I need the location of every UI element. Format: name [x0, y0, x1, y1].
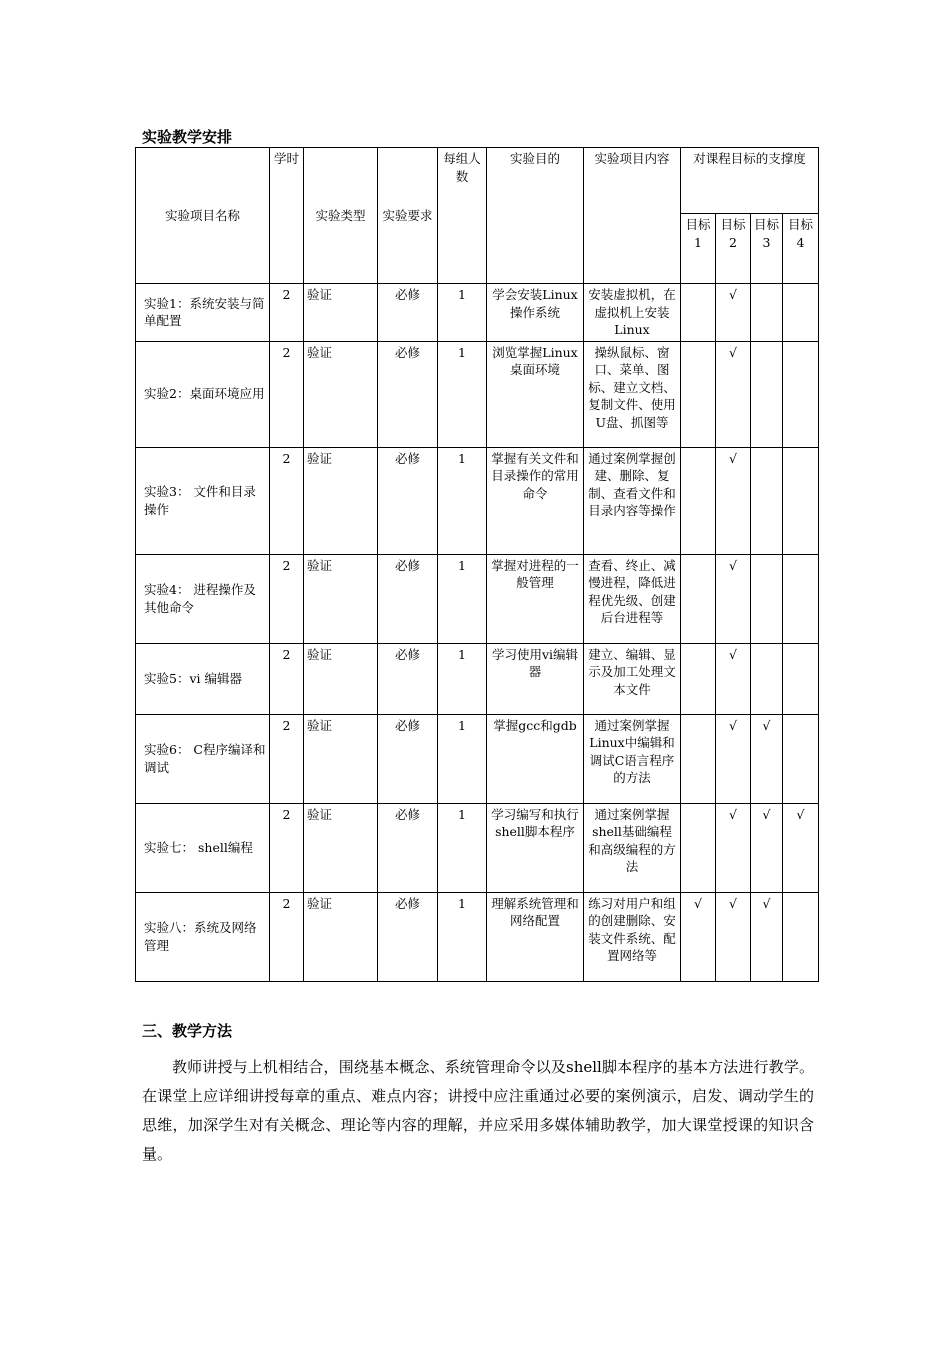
cell-group: 1 — [438, 341, 487, 447]
cell-requirement: 必修 — [378, 284, 438, 342]
cell-goal-3 — [751, 284, 783, 342]
cell-hours: 2 — [270, 447, 304, 554]
cell-content: 查看、终止、减慢进程，降低进程优先级、创建后台进程等 — [584, 554, 681, 643]
cell-goal-4 — [783, 554, 819, 643]
cell-goal-3: √ — [751, 892, 783, 981]
header-group-size: 每组人数 — [438, 148, 487, 284]
cell-type: 验证 — [304, 714, 378, 803]
cell-group: 1 — [438, 447, 487, 554]
cell-type: 验证 — [304, 341, 378, 447]
section-heading-teaching-methods: 三、教学方法 — [142, 1022, 233, 1040]
cell-purpose: 学习使用vi编辑器 — [487, 643, 584, 714]
cell-purpose: 掌握对进程的一般管理 — [487, 554, 584, 643]
cell-goal-2: √ — [716, 803, 751, 892]
cell-goal-2: √ — [716, 714, 751, 803]
cell-goal-2: √ — [716, 554, 751, 643]
cell-name: 实验七： shell编程 — [136, 803, 270, 892]
header-name: 实验项目名称 — [136, 148, 270, 284]
cell-goal-4 — [783, 643, 819, 714]
cell-goal-4: √ — [783, 803, 819, 892]
cell-hours: 2 — [270, 803, 304, 892]
cell-goal-4 — [783, 714, 819, 803]
cell-goal-2: √ — [716, 447, 751, 554]
cell-goal-1 — [681, 643, 716, 714]
section-title: 实验教学安排 — [142, 128, 233, 146]
cell-content: 操纵鼠标、窗口、菜单、图标、建立文档、复制文件、使用U盘、抓图等 — [584, 341, 681, 447]
cell-requirement: 必修 — [378, 803, 438, 892]
cell-type: 验证 — [304, 284, 378, 342]
cell-hours: 2 — [270, 643, 304, 714]
header-support: 对课程目标的支撑度 — [681, 148, 819, 214]
header-goal-3: 目标3 — [751, 214, 783, 284]
cell-group: 1 — [438, 554, 487, 643]
cell-name: 实验1：系统安装与简单配置 — [136, 284, 270, 342]
cell-goal-2: √ — [716, 284, 751, 342]
cell-goal-3: √ — [751, 803, 783, 892]
cell-goal-3 — [751, 447, 783, 554]
cell-group: 1 — [438, 803, 487, 892]
cell-hours: 2 — [270, 341, 304, 447]
cell-goal-1 — [681, 554, 716, 643]
header-hours: 学时 — [270, 148, 304, 284]
cell-type: 验证 — [304, 554, 378, 643]
cell-type: 验证 — [304, 643, 378, 714]
cell-group: 1 — [438, 643, 487, 714]
cell-goal-2: √ — [716, 341, 751, 447]
cell-hours: 2 — [270, 284, 304, 342]
cell-name: 实验3： 文件和目录操作 — [136, 447, 270, 554]
cell-goal-1 — [681, 341, 716, 447]
cell-goal-4 — [783, 892, 819, 981]
cell-goal-4 — [783, 447, 819, 554]
cell-requirement: 必修 — [378, 341, 438, 447]
cell-requirement: 必修 — [378, 892, 438, 981]
cell-goal-1 — [681, 714, 716, 803]
header-requirement: 实验要求 — [378, 148, 438, 284]
table-row — [136, 803, 819, 892]
experiment-schedule-table — [135, 147, 819, 982]
cell-hours: 2 — [270, 892, 304, 981]
cell-goal-2: √ — [716, 892, 751, 981]
cell-goal-3: √ — [751, 714, 783, 803]
cell-name: 实验八：系统及网络管理 — [136, 892, 270, 981]
cell-name: 实验6： C程序编译和调试 — [136, 714, 270, 803]
cell-purpose: 掌握有关文件和目录操作的常用命令 — [487, 447, 584, 554]
cell-requirement: 必修 — [378, 714, 438, 803]
cell-group: 1 — [438, 284, 487, 342]
cell-requirement: 必修 — [378, 643, 438, 714]
cell-type: 验证 — [304, 892, 378, 981]
table-row — [136, 554, 819, 643]
cell-content: 通过案例掌握shell基础编程和高级编程的方法 — [584, 803, 681, 892]
cell-content: 通过案例掌握Linux中编辑和调试C语言程序的方法 — [584, 714, 681, 803]
cell-goal-3 — [751, 554, 783, 643]
cell-goal-1 — [681, 803, 716, 892]
cell-goal-1 — [681, 284, 716, 342]
header-goal-4: 目标4 — [783, 214, 819, 284]
cell-goal-4 — [783, 284, 819, 342]
cell-requirement: 必修 — [378, 554, 438, 643]
table-row — [136, 447, 819, 554]
cell-content: 建立、编辑、显示及加工处理文本文件 — [584, 643, 681, 714]
cell-content: 通过案例掌握创建、删除、复制、查看文件和目录内容等操作 — [584, 447, 681, 554]
cell-goal-3 — [751, 341, 783, 447]
cell-purpose: 学习编写和执行shell脚本程序 — [487, 803, 584, 892]
header-goal-1: 目标1 — [681, 214, 716, 284]
cell-name: 实验4： 进程操作及其他命令 — [136, 554, 270, 643]
cell-purpose: 浏览掌握Linux桌面环境 — [487, 341, 584, 447]
table-row — [136, 284, 819, 342]
cell-goal-1: √ — [681, 892, 716, 981]
header-content: 实验项目内容 — [584, 148, 681, 284]
table-row — [136, 643, 819, 714]
cell-content: 练习对用户和组的创建删除、安装文件系统、配置网络等 — [584, 892, 681, 981]
cell-hours: 2 — [270, 554, 304, 643]
cell-group: 1 — [438, 714, 487, 803]
cell-name: 实验2：桌面环境应用 — [136, 341, 270, 447]
cell-goal-3 — [751, 643, 783, 714]
teaching-methods-paragraph: 教师讲授与上机相结合，围绕基本概念、系统管理命令以及shell脚本程序的基本方法进行教学。在课堂上应详细讲授每章的重点、难点内容；讲授中应注重通过必要的案例演示，启发、调动学生的思维，加深学生对有关概念、理论等内容的理解，并应采用多媒体辅助教学，加大课堂授课的知识含量。 — [142, 1058, 814, 1163]
header-type: 实验类型 — [304, 148, 378, 284]
cell-content: 安装虚拟机，在虚拟机上安装Linux — [584, 284, 681, 342]
table-row — [136, 714, 819, 803]
cell-hours: 2 — [270, 714, 304, 803]
header-goal-2: 目标2 — [716, 214, 751, 284]
table-row — [136, 892, 819, 981]
cell-purpose: 掌握gcc和gdb — [487, 714, 584, 803]
cell-type: 验证 — [304, 803, 378, 892]
cell-goal-4 — [783, 341, 819, 447]
cell-name: 实验5：vi 编辑器 — [136, 643, 270, 714]
cell-group: 1 — [438, 892, 487, 981]
cell-goal-1 — [681, 447, 716, 554]
header-purpose: 实验目的 — [487, 148, 584, 284]
cell-purpose: 学会安装Linux操作系统 — [487, 284, 584, 342]
cell-requirement: 必修 — [378, 447, 438, 554]
cell-purpose: 理解系统管理和网络配置 — [487, 892, 584, 981]
cell-type: 验证 — [304, 447, 378, 554]
table-row — [136, 341, 819, 447]
cell-goal-2: √ — [716, 643, 751, 714]
